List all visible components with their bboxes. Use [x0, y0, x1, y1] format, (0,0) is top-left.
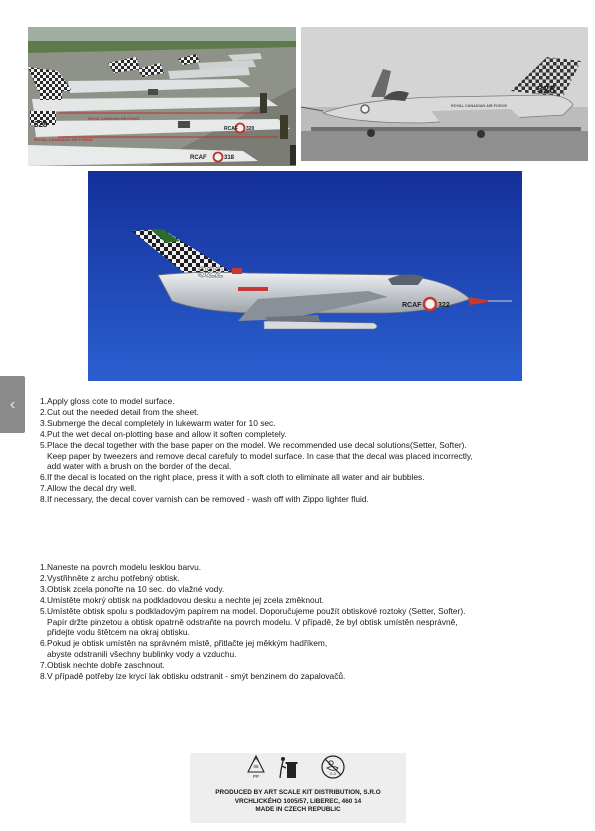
- step-text: Submerge the decal completely in lukewarm water for 10 sec.: [47, 417, 276, 428]
- recycle-pp-icon: [248, 756, 264, 779]
- no-children-under-3-icon: [322, 756, 344, 778]
- instruction-step: [40, 660, 585, 671]
- instruction-step: [40, 606, 585, 639]
- manufacturer-address: VRCHLICKÉHO 1005/57, LIBEREC, 460 14: [234, 797, 362, 805]
- recycle-number: 05: [253, 764, 259, 769]
- lineup-nose-number-1: 320: [246, 126, 255, 132]
- flight-tail-number: 322: [198, 264, 224, 281]
- step-number: 5.: [40, 605, 47, 616]
- photo-aircraft-side-view: [301, 27, 588, 161]
- step-text: Obtisk zcela ponořte na 10 sec. do vlažné vody.: [47, 583, 225, 594]
- photo-aircraft-in-flight: [88, 171, 522, 381]
- step-text: Obtisk nechte dobře zaschnout.: [47, 660, 165, 671]
- instruction-step: [40, 483, 585, 494]
- instruction-step: [40, 562, 585, 573]
- step-text: Umístěte obtisk spolu s podkladovým papírem na model. Doporučujeme použít obtiskové roztoky (Setter, Softer). Papír držte pinzetou a obtisk opatrně odstraňte na povrch modelu. V případě, že byl obtisk umístěn nesprávně, přidejte vodu štětcem na okraj obtisku.: [47, 605, 466, 638]
- footer-icons: [247, 754, 349, 784]
- lineup-fuselage-text-2: ROYAL CANADIAN AIR FORCE: [88, 117, 140, 121]
- instruction-step: [40, 595, 585, 606]
- step-text: Umístěte mokrý obtisk na podkladovou desku a nechte jej zcela změknout.: [47, 594, 324, 605]
- lineup-tail-number: 328: [34, 120, 48, 129]
- instruction-step: [40, 418, 585, 429]
- step-number: 3.: [40, 583, 47, 594]
- step-text: If the decal is located on the right place, press it with a soft cloth to eliminate all water and air bubbles.: [47, 472, 425, 483]
- step-number: 8.: [40, 494, 47, 505]
- step-number: 6.: [40, 472, 47, 483]
- lineup-nose-number-0: 318: [224, 155, 235, 161]
- side-tab[interactable]: [0, 376, 25, 433]
- step-number: 1.: [40, 396, 47, 406]
- step-number: 4.: [40, 594, 47, 605]
- step-text: Apply gloss cote to model surface.: [47, 396, 175, 406]
- step-number: 2.: [40, 572, 47, 583]
- instruction-step: [40, 584, 585, 595]
- lineup-nose-prefix-0: RCAF: [190, 155, 207, 161]
- flight-nose-number: 322: [438, 302, 450, 309]
- step-number: 8.: [40, 671, 47, 682]
- step-number: 7.: [40, 660, 47, 671]
- country-of-origin: MADE IN CZECH REPUBLIC: [255, 806, 341, 814]
- instruction-step: [40, 638, 585, 660]
- instruction-step: [40, 407, 585, 418]
- instruction-step: [40, 671, 585, 682]
- trash-bin-person-icon: [280, 757, 298, 778]
- step-number: 5.: [40, 439, 47, 450]
- lineup-nose-prefix-1: RCAF: [224, 126, 238, 132]
- step-text: Put the wet decal on-plotting base and allow it soften completely.: [47, 428, 287, 439]
- manufacturer-name: PRODUCED BY ART SCALE KIT DISTRIBUTION, S.R.O: [215, 789, 381, 796]
- step-number: 3.: [40, 417, 47, 428]
- instructions-english: [40, 396, 585, 505]
- step-text: Pokud je obtisk umístěn na správném místě, přitlačte jej měkkým hadříkem, abyste odstranili všechny bublinky vody a vzduchu.: [47, 638, 328, 660]
- instruction-step: [40, 472, 585, 483]
- step-number: 1.: [40, 562, 47, 572]
- flight-nose-prefix: RCAF: [402, 302, 422, 309]
- step-text: V případě potřeby lze krycí lak obtisku odstranit - smýt benzinem do zapalovačů.: [47, 671, 346, 682]
- instruction-step: [40, 396, 585, 407]
- manufacturer-footer: [190, 753, 406, 823]
- step-number: 4.: [40, 428, 47, 439]
- instructions-czech: [40, 562, 585, 682]
- age-label: 0-3: [330, 772, 336, 776]
- step-number: 2.: [40, 406, 47, 417]
- chevron-left-icon: ‹: [9, 395, 16, 413]
- side-tail-number: 328: [537, 84, 556, 96]
- instruction-step: [40, 494, 585, 505]
- step-text: Vystřihněte z archu potřebný obtisk.: [47, 572, 180, 583]
- step-text: Naneste na povrch modelu lesklou barvu.: [47, 562, 202, 572]
- lineup-fuselage-text: ROYAL CANADIAN AIR FORCE: [34, 137, 93, 142]
- recycle-material: PP: [252, 774, 260, 779]
- photo-aircraft-lineup: [28, 27, 296, 166]
- step-text: If necessary, the decal cover varnish can be removed - wash off with Zippo lighter fluid.: [47, 494, 369, 505]
- instruction-step: [40, 440, 585, 473]
- step-number: 6.: [40, 638, 47, 649]
- side-fuselage-text: ROYAL CANADIAN AIR FORCE: [451, 104, 507, 108]
- instruction-step: [40, 429, 585, 440]
- step-number: 7.: [40, 483, 47, 494]
- instruction-step: [40, 573, 585, 584]
- step-text: Place the decal together with the base paper on the model. We recommended use decal solutions(Setter, Softer). Keep paper by tweezers and remove decal carefuly to model surface. In case that the decal was placed incorrectly, add water with a brush on the border of the decal.: [47, 439, 473, 472]
- step-text: Cut out the needed detail from the sheet.: [47, 406, 199, 417]
- step-text: Allow the decal dry well.: [47, 483, 137, 494]
